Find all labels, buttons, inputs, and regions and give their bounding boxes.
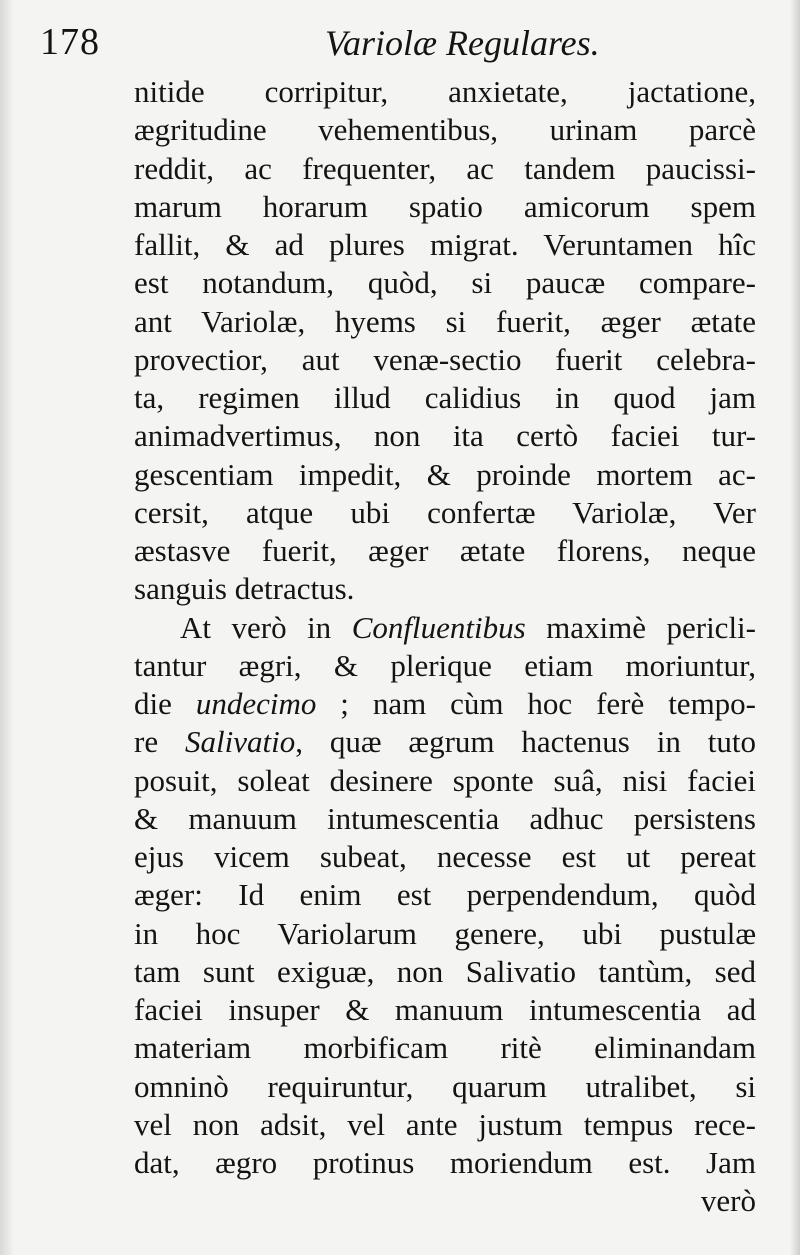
text-line [134,609,756,647]
text-line: nitide corripitur, anxietate, jactatione, [134,74,756,109]
text-line: æstasve fuerit, æger ætate florens, neque [134,533,756,568]
text-line: reddit, ac frequenter, ac tandem paucissi- [134,150,756,186]
text-line: ægritudine vehementibus, urinam parcè [134,112,756,148]
italic-term: undecimo [195,686,317,721]
text-line: provectior, aut venæ-sectio fuerit celebra- [134,341,756,377]
text-line: tantur ægri, & plerique etiam moriuntur, [134,647,756,683]
text-line: posuit, soleat desinere sponte suâ, nisi faciei [134,762,756,798]
running-title: Variolæ Regulares. [325,23,600,63]
text-run: maximè pericli- [525,609,756,645]
text-line: fallit, & ad plures migrat. Veruntamen hîc [134,227,756,262]
text-run: die [134,686,196,721]
text-run: At verò in [180,609,352,645]
text-run: ; nam cùm hoc ferè tempo- [316,686,756,721]
text-line: animadvertimus, non ita certò faciei tur- [134,418,756,454]
text-line: in hoc Variolarum genere, ubi pustulæ [134,915,756,951]
text-line: gescentiam impedit, & proinde mortem ac- [134,456,756,492]
text-line: marum horarum spatio amicorum spem [134,188,756,224]
text-line: sanguis detractus. [134,571,355,607]
text-line: & manuum intumescentia adhuc persistens [134,800,756,836]
text-line [134,685,756,723]
text-line [134,723,756,761]
text-line: tam sunt exiguæ, non Salivatio tantùm, sed [134,953,756,989]
text-line: ant Variolæ, hyems si fuerit, æger ætate [134,303,756,339]
text-run: re [134,724,185,760]
page-header [40,20,760,70]
text-run: , quæ ægrum hactenus in tuto [295,724,756,760]
text-line: ejus vicem subeat, necesse est ut pereat [134,839,756,874]
text-line: dat, ægro protinus moriendum est. Jam [134,1145,756,1180]
italic-term: Salivatio [184,724,296,760]
text-line: cersit, atque ubi confertæ Variolæ, Ver [134,494,756,530]
body-text [134,73,756,1221]
text-line: ta, regimen illud calidius in quod jam [134,380,756,415]
text-line: materiam morbificam ritè eliminandam [134,1030,756,1066]
text-line: omninò requiruntur, quarum utralibet, si [134,1068,756,1104]
italic-term: Confluentibus [351,609,526,645]
page-number: 178 [40,21,100,63]
catchword: verò [700,1183,756,1219]
text-line: vel non adsit, vel ante justum tempus rece- [134,1106,756,1142]
text-line: æger: Id enim est perpendendum, quòd [134,877,756,913]
text-line: est notandum, quòd, si paucæ compare- [134,265,756,301]
text-line: faciei insuper & manuum intumescentia ad [134,992,756,1027]
